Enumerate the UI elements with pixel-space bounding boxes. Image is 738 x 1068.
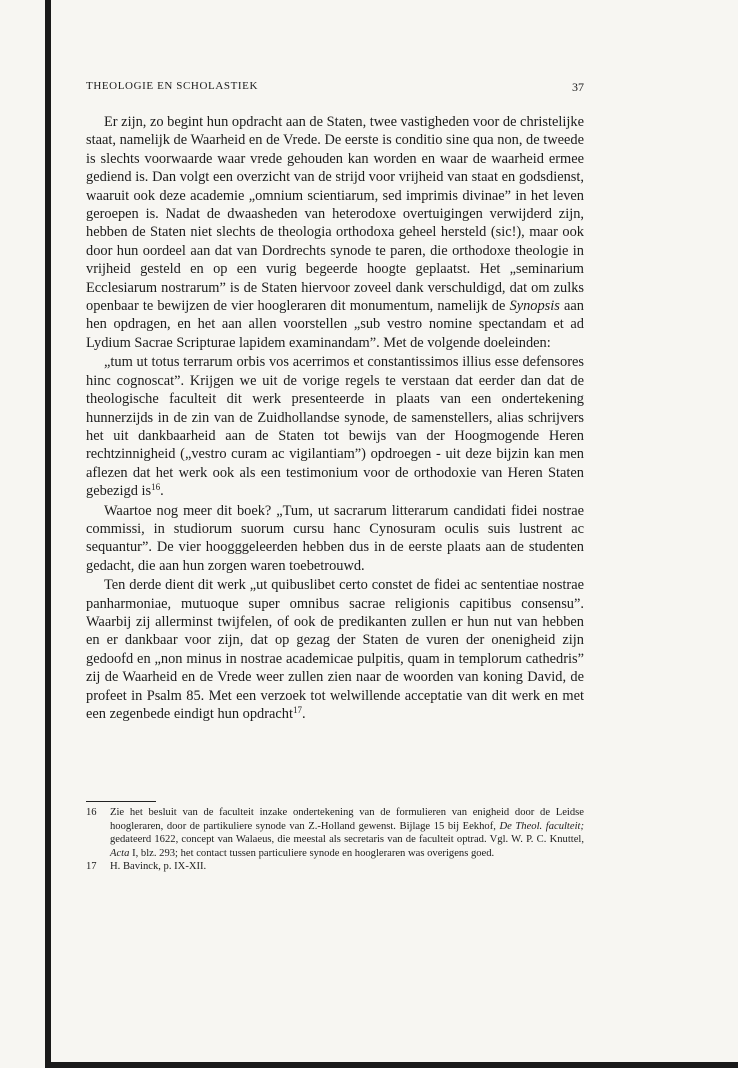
paragraph-1-text: Er zijn, zo begint hun opdracht aan de Staten, twee vastigheden voor de christelijke staat, namelijk de Waarheid en de Vrede. De eerste is conditio sine qua non, de tweede is slechts voorwaarde waar vrede gehouden kan worden en waar de waarheid ermee gediend is. Dan volgt een overzicht van de strijd voor vrijheid van staat en godsdienst, waaruit ook deze academie „omnium scientiarum, sed imprimis divinae” in het leven geroepen is. Nadat de dwaasheden van heterodoxe overtuigingen verwijderd zijn, hebben de Staten niet slechts de theologia orthodoxa geheel hersteld (sic!), maar ook door hun oordeel aan dat van Dordrechts synode te paren, die orthodoxe theologie in vrijheid gesteld en op een vurig begeerde hoogte geplaatst. Het „seminarium Ecclesiarum nostrarum” is de Staten hiervoor zoveel dank verschuldigd, dat om zulks openbaar te bewijzen de vier hoogleraren dit monumentum, namelijk de: [86, 114, 584, 315]
footnote-16: [86, 806, 584, 860]
page-header: [86, 80, 584, 100]
paragraph-3: [86, 502, 584, 576]
footnote-italic-title: Acta: [110, 847, 130, 859]
footnote-divider: [86, 801, 156, 802]
footnotes: [86, 806, 584, 874]
scan-page-edge: [45, 0, 51, 1068]
footnote-text: H. Bavinck, p. IX-XII.: [110, 861, 207, 873]
paragraph-3-text: Waartoe nog meer dit boek? „Tum, ut sacrarum litterarum candidati fidei nostrae commissi, in studiorum suorum cursu hanc Cynosuram oculis suis lustrent ac sequantur”. De vier hoogggeleerden hebben dus in de eerste plaats aan de studenten gedacht, die aan hun zorgen waren toebetrouwd.: [86, 502, 584, 574]
footnote-ref-16: 16: [151, 482, 161, 493]
paragraph-4-text: Ten derde dient dit werk „ut quibuslibet certo constet de fidei ac sententiae nostrae panharmoniae, mutuoque super omnibus sacrae religionis capitibus consensu”. Waarbij zij allerminst twijfelen, of ook de predikanten zullen er hun nut van hebben en er dankbaar voor zijn, dat op gezag der Staten de vuren der onenigheid zijn gedoofd en „non minus in nostrae academicae pulpitis, quam in templorum cathedris” zij de Waarheid en de Vrede weer zullen zien naar de woorden van koning David, de profeet in Psalm 85. Met een verzoek tot welwillende acceptatie van dit werk en met een zegenbede eindigt hun opdracht: [86, 577, 584, 722]
paragraph-2-text: „tum ut totus terrarum orbis vos acerrimos et constantissimos illius esse defensores hinc cognoscat”. Krijgen we uit de vorige regels te verstaan dat eerder dan dat de theologische faculteit dit werk presenteerde in plaats van een ondertekening hunnerzijds in de zin van de Zuidhollandse synode, de samenstellers, alias schrijvers het uit dankbaarheid aan de Staten tot bewijs van der Hoogmogende Heren rechtzinnigheid („vestro curam ac vigilantiam”) opdroegen - uit deze bijzin kan men aflezen dat het werk ook als een testimonium voor de orthodoxie van Heren Staten gebezigd is: [86, 354, 584, 500]
footnote-number: 17: [86, 861, 97, 873]
footnote-text: Zie het besluit van de faculteit inzake ondertekening van de formulieren van enigheid door de Leidse hoogleraren, door de partikuliere synode van Z.-Holland gewenst. Bijlage 15 bij Eekhof,: [110, 807, 584, 832]
body-text: [86, 113, 584, 723]
footnote-ref-17: 17: [292, 705, 302, 715]
footnote-text: I, blz. 293; het contact tussen particuliere synode en hoogleraren was overigens goed.: [132, 847, 495, 859]
footnote-number: 16: [86, 807, 97, 818]
footnote-italic-title: De Theol. faculteit;: [499, 820, 584, 832]
synopsis-title: Synopsis: [509, 298, 560, 315]
paragraph-1: [86, 113, 584, 352]
footnote-17: [86, 860, 584, 874]
page-number: 37: [572, 80, 584, 94]
scan-page-bottom-edge: [45, 1062, 738, 1068]
paragraph-1-text-end: aan hen opdragen, en het aan allen voorstellen „sub vestro nomine spectandam et ad Lydium Sacrae Scripturae lapidem examinandam”. Met de volgende doeleinden:: [86, 298, 584, 351]
running-head: THEOLOGIE EN SCHOLASTIEK: [86, 80, 259, 92]
paragraph-2: „tum ut totus terrarum orbis vos acerrimos et constantissimos illius esse defensores hinc cognoscat”. Krijgen we uit de vorige regels te verstaan dat eerder dan dat de theologische faculteit dit werk presenteerde in plaats van een ondertekening hunnerzijds in de zin van de Zuidhollandse synode, de samenstellers, alias schrijvers het uit dankbaarheid aan de Staten tot bewijs van der Hoogmogende Heren rechtzinnigheid („vestro curam ac vigilantiam”) opdroegen - uit deze bijzin kan men aflezen dat het werk ook als een testimonium voor de orthodoxie van Heren Staten gebezigd $is^{16}$.: [86, 354, 584, 500]
footnote-text: gedateerd 1622, concept van Walaeus, die meestal als secretaris van de faculteit optrad. Vgl. W. P. C. Knuttel,: [110, 834, 584, 846]
paragraph-4: Ten derde dient dit werk „ut quibuslibet certo constet de fidei ac sententiae nostrae panharmoniae, mutuoque super omnibus sacrae religionis capitibus consensu”. Waarbij zij allerminst twijfelen, of ook de predikanten zullen er hun nut van hebben en er dankbaar voor zijn, dat op gezag der Staten de vuren der onenigheid zijn gedoofd en „non minus in nostrae academicae pulpitis, quam in templorum cathedris” zij de Waarheid en de Vrede weer zullen zien naar de woorden van koning David, de profeet in Psalm 85. Met een verzoek tot welwillende acceptatie van dit werk en met een zegenbede eindigt hun opdracht$^{17}$.: [86, 577, 584, 722]
